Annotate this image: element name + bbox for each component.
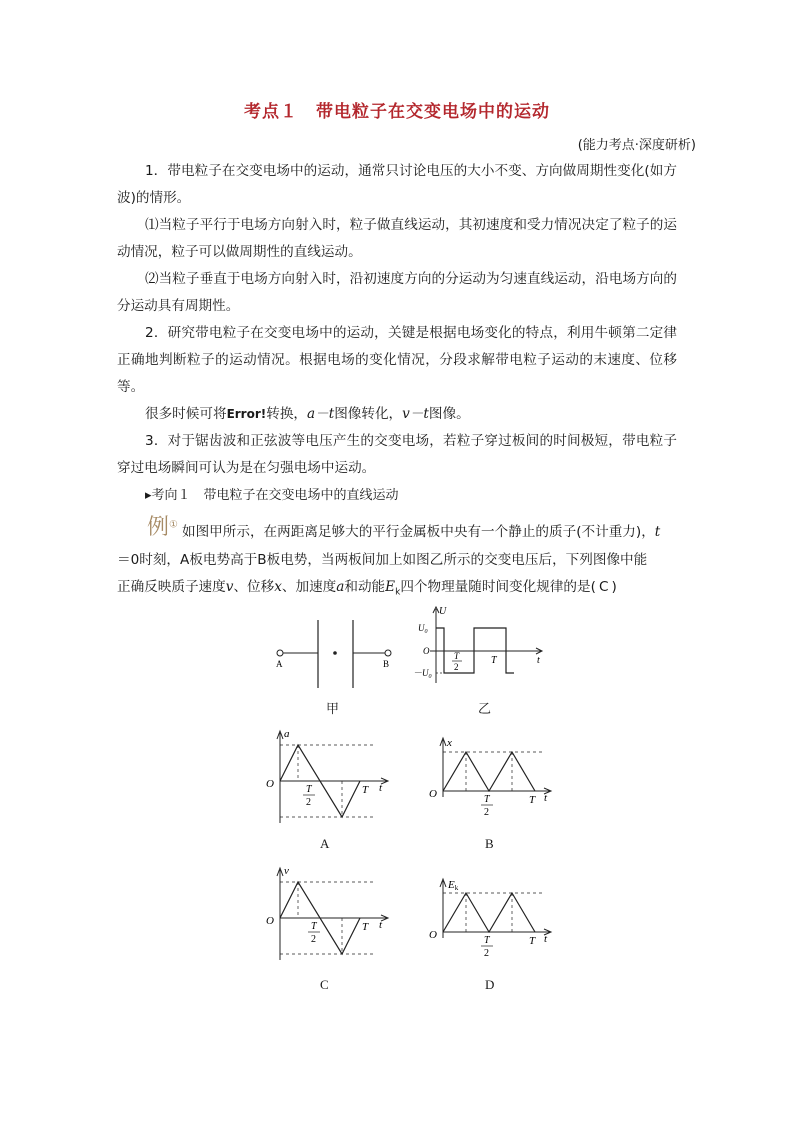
ek-symbol: E	[385, 579, 396, 595]
direction-heading	[117, 482, 677, 509]
paragraph-5	[117, 401, 677, 428]
graph-c-half-den: 2	[311, 934, 316, 945]
yi-u0-label	[418, 623, 428, 635]
graph-b-T: T	[529, 794, 536, 806]
example-mark	[147, 510, 178, 541]
graph-d-axis-e: E	[448, 879, 455, 891]
p5-text-c: 图像转化，	[334, 406, 403, 422]
graph-b-half-den: 2	[484, 807, 489, 818]
yi-u0-u: U	[418, 623, 425, 633]
p5-text-d: 图像。	[428, 406, 470, 422]
graph-b-curve	[443, 752, 535, 791]
section-subtitle: (能力考点·深度研析)	[577, 138, 696, 153]
example-line-3-b: 、位移	[233, 579, 275, 595]
graph-c-t: t	[379, 919, 383, 931]
x-symbol: x	[274, 579, 282, 595]
graph-a-T: T	[362, 784, 369, 796]
example-line-3-a: 正确反映质子速度	[117, 579, 226, 595]
yi-u0-sub: 0	[424, 629, 428, 635]
example-line-1-text: 如图甲所示，在两距离足够大的平行金属板中央有一个静止的质子(不计重力)，	[182, 524, 655, 540]
caption-a: A	[320, 836, 330, 851]
answer-letter: C	[598, 579, 609, 595]
page-title: 考点１ 带电粒子在交变电场中的运动	[244, 102, 550, 122]
graph-d-T: T	[529, 935, 536, 947]
graph-b-origin: O	[429, 788, 437, 800]
figure-jia	[270, 615, 400, 690]
yi-u-label: U	[439, 606, 447, 617]
graph-c	[262, 862, 397, 967]
direction-label: 考向１ 带电粒子在交变电场中的直线运动	[151, 488, 399, 503]
example-line-3	[117, 574, 677, 607]
graph-d	[425, 876, 560, 966]
graph-a-origin: O	[266, 778, 274, 790]
graph-d-half-num: T	[484, 935, 490, 946]
terminal-b	[385, 650, 391, 656]
graph-d-axis-sub: k	[454, 884, 459, 892]
graph-d-t: t	[544, 933, 548, 945]
example-number: ①	[169, 519, 178, 531]
example-line-3-e: 四个物理量随时间变化规律的是(	[400, 579, 596, 595]
terminal-a	[277, 650, 283, 656]
at-symbol: a－t	[307, 406, 335, 422]
figure-yi	[408, 603, 548, 688]
paragraph-1: 1．带电粒子在交变电场中的运动，通常只讨论电压的大小不变、方向做周期性变化(如方波)的情形。	[117, 163, 677, 206]
example-line-3-c: 、加速度	[281, 579, 337, 595]
paragraph-2: ⑴当粒子平行于电场方向射入时，粒子做直线运动，其初速度和受力情况决定了粒子的运动情况，粒子可以做周期性的直线运动。	[117, 217, 677, 260]
direction-bullet: ▸	[145, 488, 152, 503]
graph-a-half-num: T	[306, 784, 312, 795]
paragraph-3: ⑵当粒子垂直于电场方向射入时，沿初速度方向的分运动为匀速直线运动，沿电场方向的分运动具有周期性。	[117, 271, 677, 314]
example-line-3-f: )	[611, 579, 617, 595]
example-line-3-d: 和动能	[344, 579, 386, 595]
yi-half-den: 2	[454, 662, 459, 672]
graph-a-t: t	[379, 782, 383, 794]
t-symbol: t	[654, 524, 661, 540]
graph-d-axis-label	[447, 879, 459, 892]
p5-text-a: 很多时候可将	[145, 406, 227, 422]
graph-c-half-num: T	[311, 921, 317, 932]
graph-c-axis-label: v	[284, 865, 289, 877]
p5-text-b: 转换，	[266, 406, 308, 422]
graph-c-T: T	[362, 921, 369, 933]
graph-d-origin: O	[429, 929, 437, 941]
graph-b	[425, 735, 560, 825]
yi-half-num: T	[454, 651, 460, 661]
error-text: Error!	[226, 407, 267, 421]
caption-d: D	[485, 977, 495, 992]
example-line-2: ＝0时刻，A板电势高于B板电势，当两板间加上如图乙所示的交变电压后，下列图像中能	[117, 552, 648, 568]
graph-d-curve	[443, 893, 535, 932]
yi-neg-u0-u: －U	[413, 668, 429, 678]
example-mark-char: 例	[147, 515, 170, 540]
graph-a	[262, 725, 397, 830]
yi-neg-u0-label	[413, 668, 432, 680]
graph-a-half-den: 2	[306, 797, 311, 808]
caption-yi: 乙	[478, 701, 492, 716]
graph-c-origin: O	[266, 915, 274, 927]
label-a: A	[276, 659, 283, 669]
label-b: B	[383, 659, 390, 669]
vt-symbol: v－t	[402, 406, 429, 422]
proton-dot	[333, 651, 337, 655]
yi-origin: O	[423, 646, 430, 656]
paragraph-6: 3．对于锯齿波和正弦波等电压产生的交变电场，若粒子穿过板间的时间极短，带电粒子穿过电场瞬间可认为是在匀强电场中运动。	[117, 433, 677, 476]
v-symbol: v	[225, 579, 234, 595]
a-symbol: a	[336, 579, 345, 595]
caption-c: C	[320, 977, 329, 992]
graph-b-axis-label: x	[447, 737, 452, 749]
yi-t-label: t	[537, 655, 540, 666]
caption-b: B	[485, 836, 494, 851]
yi-full-t: T	[491, 655, 497, 666]
ek-subscript: k	[395, 587, 401, 598]
paragraph-4: 2．研究带电粒子在交变电场中的运动，关键是根据电场变化的特点，利用牛顿第二定律正确地判断粒子的运动情况。根据电场的变化情况，分段求解带电粒子运动的末速度、位移等。	[117, 325, 677, 395]
caption-jia: 甲	[326, 701, 340, 716]
graph-b-half-num: T	[484, 794, 490, 805]
yi-neg-u0-sub: 0	[428, 674, 432, 680]
graph-d-half-den: 2	[484, 948, 489, 959]
graph-a-axis-label: a	[284, 728, 290, 740]
example-line-1	[182, 519, 676, 546]
graph-b-t: t	[544, 792, 548, 804]
